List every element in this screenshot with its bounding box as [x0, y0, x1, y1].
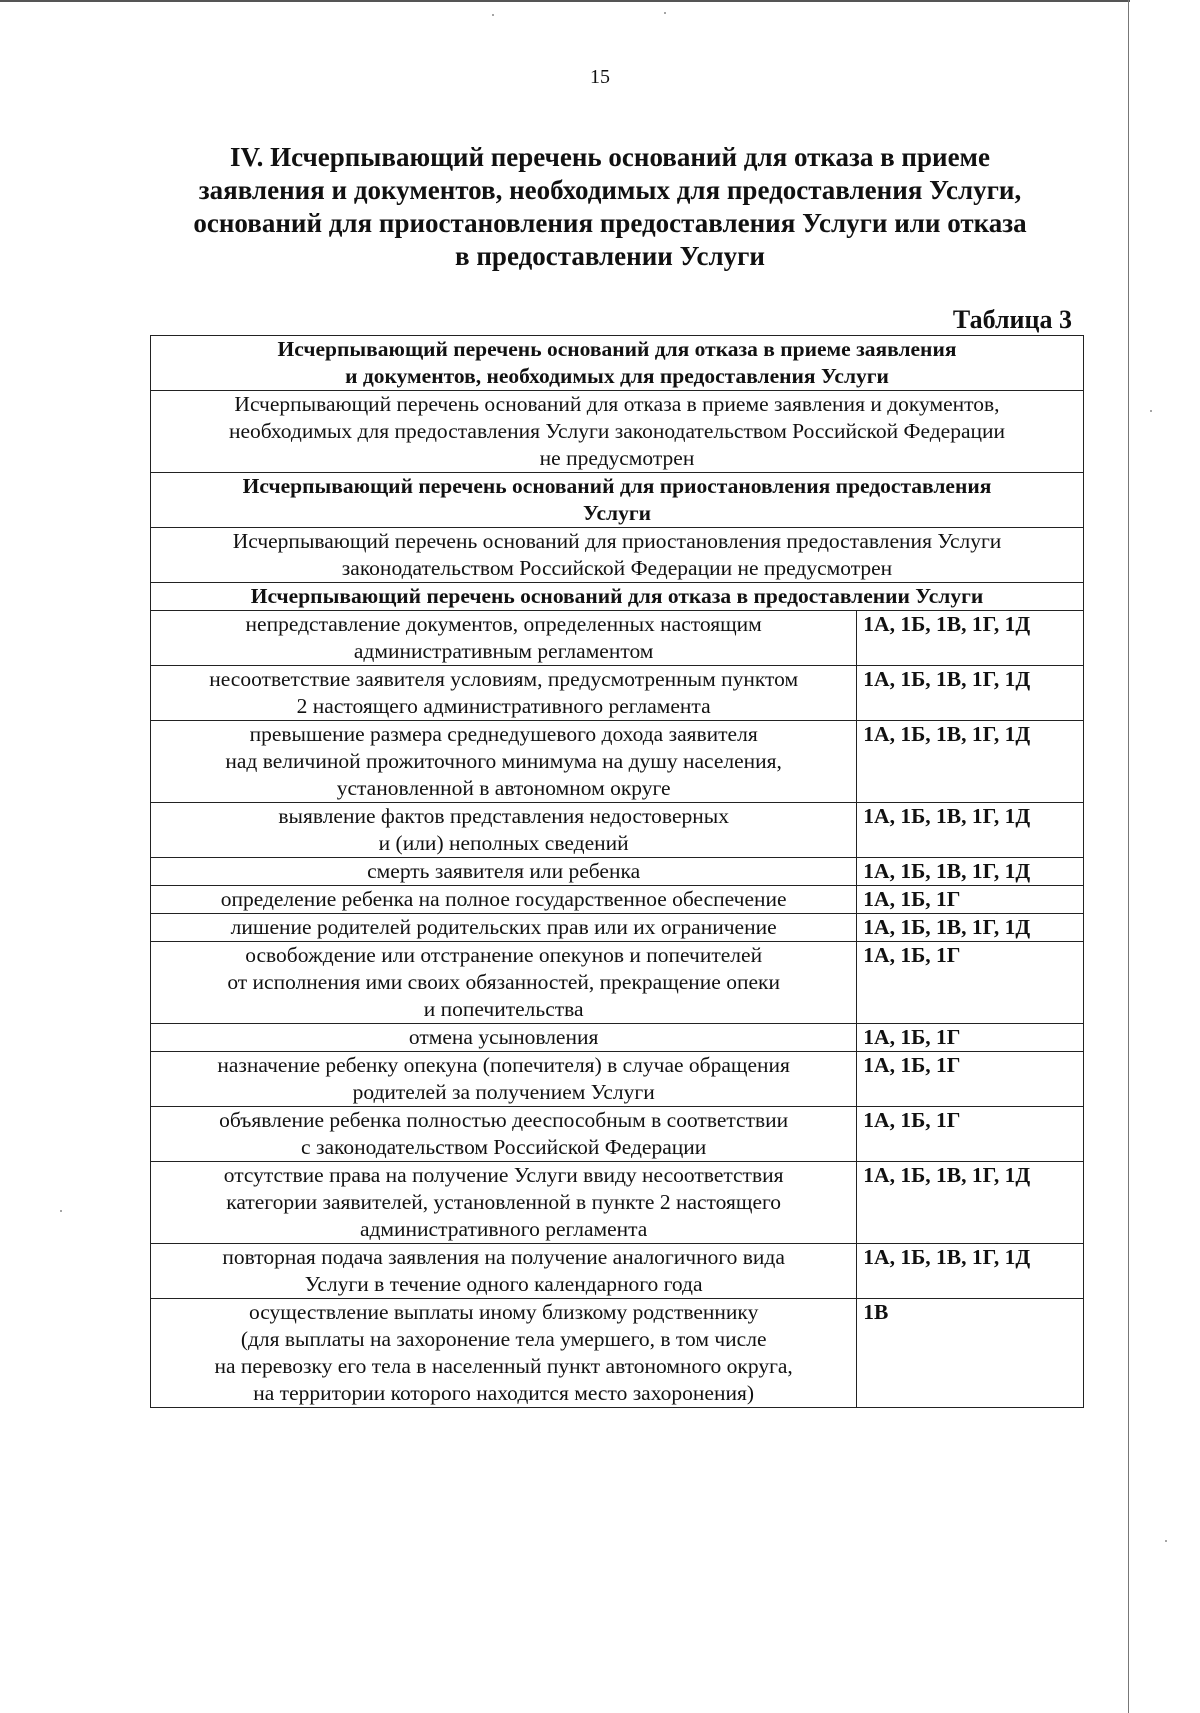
reason-line: определение ребенка на полное государственное обеспечение — [220, 887, 787, 911]
reason-cell — [151, 942, 857, 1024]
table-row — [151, 1107, 1084, 1162]
refusal-section-title: Исчерпывающий перечень оснований для отказа в предоставлении Услуги — [151, 583, 1084, 611]
reason-line: (для выплаты на захоронение тела умершего, в том числе — [240, 1327, 767, 1351]
reason-cell — [151, 1107, 857, 1162]
reason-line: категории заявителей, установленной в пункте 2 настоящего — [226, 1190, 782, 1214]
title-line: и документов, необходимых для предоставления Услуги — [345, 364, 889, 388]
table-row — [151, 1244, 1084, 1299]
text-line: не предусмотрен — [539, 446, 695, 470]
table-row — [151, 1162, 1084, 1244]
category-codes-cell: 1А, 1Б, 1В, 1Г, 1Д — [857, 611, 1084, 666]
category-codes-cell: 1А, 1Б, 1Г — [857, 1052, 1084, 1107]
category-codes-cell: 1А, 1Б, 1В, 1Г, 1Д — [857, 1244, 1084, 1299]
category-codes-cell: 1А, 1Б, 1Г — [857, 1024, 1084, 1052]
scan-speck — [1165, 1540, 1167, 1542]
reason-line: повторная подача заявления на получение аналогичного вида — [222, 1245, 785, 1269]
category-codes-cell: 1А, 1Б, 1Г — [857, 886, 1084, 914]
reason-cell — [151, 1052, 857, 1107]
text-line: Исчерпывающий перечень оснований для отказа в приеме заявления и документов, — [234, 392, 1000, 416]
reason-cell — [151, 858, 857, 886]
reason-cell — [151, 611, 857, 666]
table-row — [151, 914, 1084, 942]
scan-edge-top — [0, 0, 1130, 2]
text-line: Исчерпывающий перечень оснований для приостановления предоставления Услуги — [232, 529, 1002, 553]
text-line: законодательством Российской Федерации не предусмотрен — [341, 556, 893, 580]
reason-line: родителей за получением Услуги — [352, 1080, 655, 1104]
reason-cell — [151, 1244, 857, 1299]
section-heading — [150, 141, 1070, 273]
category-codes-cell: 1А, 1Б, 1В, 1Г, 1Д — [857, 914, 1084, 942]
reason-cell — [151, 914, 857, 942]
reason-line: 2 настоящего административного регламента — [296, 694, 711, 718]
category-codes-cell: 1А, 1Б, 1В, 1Г, 1Д — [857, 721, 1084, 803]
reason-cell — [151, 1299, 857, 1408]
table-row — [151, 942, 1084, 1024]
reason-line: непредставление документов, определенных настоящим — [245, 612, 762, 636]
table-row — [151, 886, 1084, 914]
table-row — [151, 583, 1084, 611]
section-heading-line: IV. Исчерпывающий перечень оснований для отказа в приеме — [230, 142, 990, 172]
table-row — [151, 611, 1084, 666]
reason-line: отмена усыновления — [408, 1025, 599, 1049]
reason-line: от исполнения ими своих обязанностей, прекращение опеки — [227, 970, 780, 994]
category-codes-cell: 1А, 1Б, 1В, 1Г, 1Д — [857, 858, 1084, 886]
text-line: необходимых для предоставления Услуги законодательством Российской Федерации — [228, 419, 1006, 443]
scan-speck — [60, 1210, 62, 1212]
table-row — [151, 391, 1084, 473]
reason-line: выявление фактов представления недостоверных — [278, 804, 729, 828]
title-line: Исчерпывающий перечень оснований для приостановления предоставления — [242, 474, 992, 498]
reason-line: осуществление выплаты иному близкому родственнику — [248, 1300, 759, 1324]
intake-section-title — [151, 336, 1084, 391]
reason-line: освобождение или отстранение опекунов и попечителей — [245, 943, 763, 967]
table-row — [151, 858, 1084, 886]
table-row — [151, 1299, 1084, 1408]
table-row — [151, 666, 1084, 721]
reason-line: назначение ребенку опекуна (попечителя) в случае обращения — [217, 1053, 790, 1077]
table-row — [151, 721, 1084, 803]
category-codes-cell: 1А, 1Б, 1Г — [857, 1107, 1084, 1162]
grounds-table-body — [151, 336, 1084, 1408]
reason-line: лишение родителей родительских прав или их ограничение — [230, 915, 777, 939]
category-codes-cell: 1А, 1Б, 1В, 1Г, 1Д — [857, 1162, 1084, 1244]
suspension-section-title — [151, 473, 1084, 528]
suspension-section-text — [151, 528, 1084, 583]
reason-line: смерть заявителя или ребенка — [367, 859, 641, 883]
reason-line: и (или) неполных сведений — [378, 831, 629, 855]
table-row — [151, 1024, 1084, 1052]
reason-line: несоответствие заявителя условиям, предусмотренным пунктом — [209, 667, 799, 691]
reason-line: на перевозку его тела в населенный пункт автономного округа, — [214, 1354, 793, 1378]
reason-line: на территории которого находится место захоронения) — [253, 1381, 755, 1405]
table-caption: Таблица 3 — [952, 305, 1072, 334]
title-line: Услуги — [583, 501, 651, 525]
reason-line: установленной в автономном округе — [336, 776, 671, 800]
scan-speck — [1150, 410, 1152, 412]
reason-line: превышение размера среднедушевого дохода заявителя — [249, 722, 758, 746]
reason-cell — [151, 1162, 857, 1244]
title-line: Исчерпывающий перечень оснований для отказа в приеме заявления — [277, 337, 957, 361]
grounds-table — [150, 335, 1084, 1408]
category-codes-cell: 1В — [857, 1299, 1084, 1408]
reason-line: административным регламентом — [353, 639, 654, 663]
table-row — [151, 336, 1084, 391]
reason-cell — [151, 721, 857, 803]
category-codes-cell: 1А, 1Б, 1В, 1Г, 1Д — [857, 803, 1084, 858]
reason-line: Услуги в течение одного календарного года — [304, 1272, 703, 1296]
section-heading-line: в предоставлении Услуги — [455, 241, 765, 271]
reason-line: объявление ребенка полностью дееспособным в соответствии — [219, 1108, 789, 1132]
intake-section-text — [151, 391, 1084, 473]
reason-line: над величиной прожиточного минимума на душу населения, — [225, 749, 782, 773]
scan-edge-right — [1128, 0, 1129, 1713]
section-heading-line: заявления и документов, необходимых для предоставления Услуги, — [198, 175, 1022, 205]
reason-line: и попечительства — [423, 997, 584, 1021]
reason-line: с законодательством Российской Федерации — [301, 1135, 707, 1159]
scan-speck — [492, 14, 494, 16]
reason-line: административного регламента — [359, 1217, 648, 1241]
table-row — [151, 473, 1084, 528]
table-row — [151, 528, 1084, 583]
page-number: 15 — [590, 66, 610, 88]
reason-cell — [151, 803, 857, 858]
section-heading-line: оснований для приостановления предоставления Услуги или отказа — [193, 208, 1027, 238]
scan-speck — [664, 12, 666, 14]
reason-cell — [151, 1024, 857, 1052]
category-codes-cell: 1А, 1Б, 1В, 1Г, 1Д — [857, 666, 1084, 721]
reason-cell — [151, 666, 857, 721]
table-row — [151, 803, 1084, 858]
reason-cell — [151, 886, 857, 914]
table-row — [151, 1052, 1084, 1107]
reason-line: отсутствие права на получение Услуги ввиду несоответствия — [223, 1163, 784, 1187]
category-codes-cell: 1А, 1Б, 1Г — [857, 942, 1084, 1024]
